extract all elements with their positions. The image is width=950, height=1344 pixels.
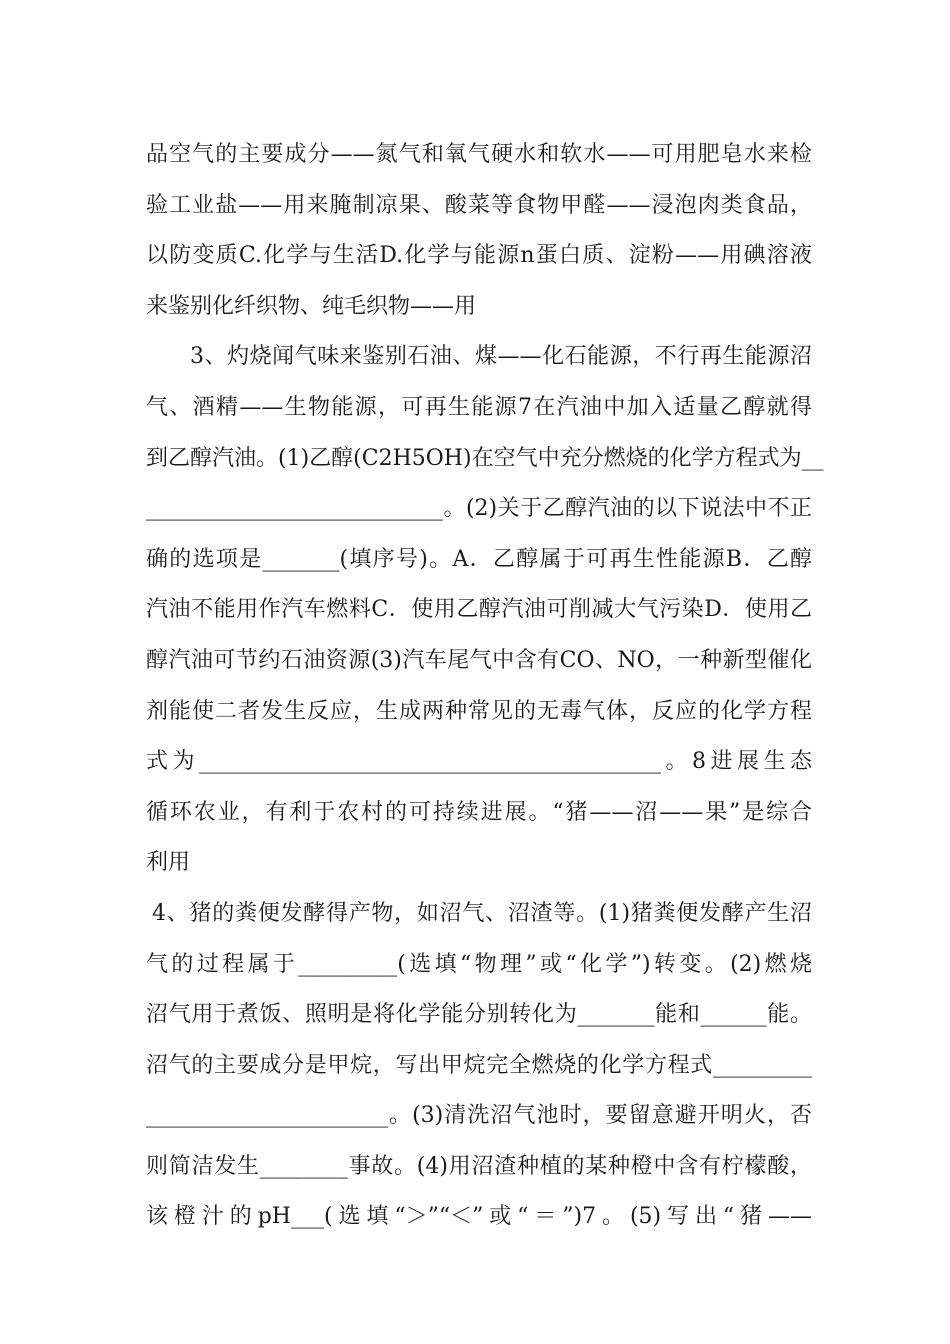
text-line: 沼气用于煮饭、照明是将化学能分别转化为_______能和______能。 [146, 1002, 812, 1028]
text-line: ___________________________。(2)关于乙醇汽油的以下说法中不正 [146, 496, 812, 522]
text-line: 循环农业，有利于农村的可持续进展。“猪——沼——果”是综合 [146, 799, 812, 825]
text-line: 气、酒精——生物能源，可再生能源7在汽油中加入适量乙醇就得 [146, 394, 812, 420]
text-line: 剂能使二者发生反应，生成两种常见的无毒气体，反应的化学方程 [146, 698, 812, 724]
text-line: 3、灼烧闻气味来鉴别石油、煤——化石能源，不行再生能源沼 [190, 344, 812, 370]
text-line: 式为__________________________________________。8进展生态 [146, 749, 812, 775]
text-line: 则简洁发生________事故。(4)用沼渣种植的某种橙中含有柠檬酸， [146, 1153, 812, 1179]
text-line: 气的过程属于_________(选填“物理”或“化学”)转变。(2)燃烧 [146, 951, 812, 977]
text-line: 利用 [146, 850, 191, 876]
text-line: 沼气的主要成分是甲烷，写出甲烷完全燃烧的化学方程式_________ [146, 1052, 812, 1078]
document-body [146, 130, 824, 1243]
text-line: ______________________。(3)清洗沼气池时，要留意避开明火，否 [146, 1103, 812, 1129]
text-line: 确的选项是_______(填序号)。A．乙醇属于可再生性能源B．乙醇 [146, 546, 812, 572]
text-line: 汽油不能用作汽车燃料C．使用乙醇汽油可削减大气污染D．使用乙 [146, 597, 812, 623]
text-line: 该橙汁的pH___(选填“＞”“＜”或“＝”)7。(5)写出“猪—— [146, 1204, 812, 1230]
text-line: 以防变质C.化学与生活D.化学与能源n蛋白质、淀粉——用碘溶液 [146, 243, 812, 269]
text-line: 来鉴别化纤织物、纯毛织物——用 [146, 293, 477, 319]
text-line: 到乙醇汽油。(1)乙醇(C2H5OH)在空气中充分燃烧的化学方程式为__ [146, 445, 824, 471]
text-line: 4、猪的粪便发酵得产物，如沼气、沼渣等。(1)猪粪便发酵产生沼 [152, 900, 812, 926]
text-line: 醇汽油可节约石油资源(3)汽车尾气中含有CO、NO，一种新型催化 [146, 647, 812, 673]
text-line: 验工业盐——用来腌制凉果、酸菜等食物甲醛——浸泡肉类食品， [146, 192, 812, 218]
text-line: 品空气的主要成分——氮气和氧气硬水和软水——可用肥皂水来检 [146, 142, 812, 167]
